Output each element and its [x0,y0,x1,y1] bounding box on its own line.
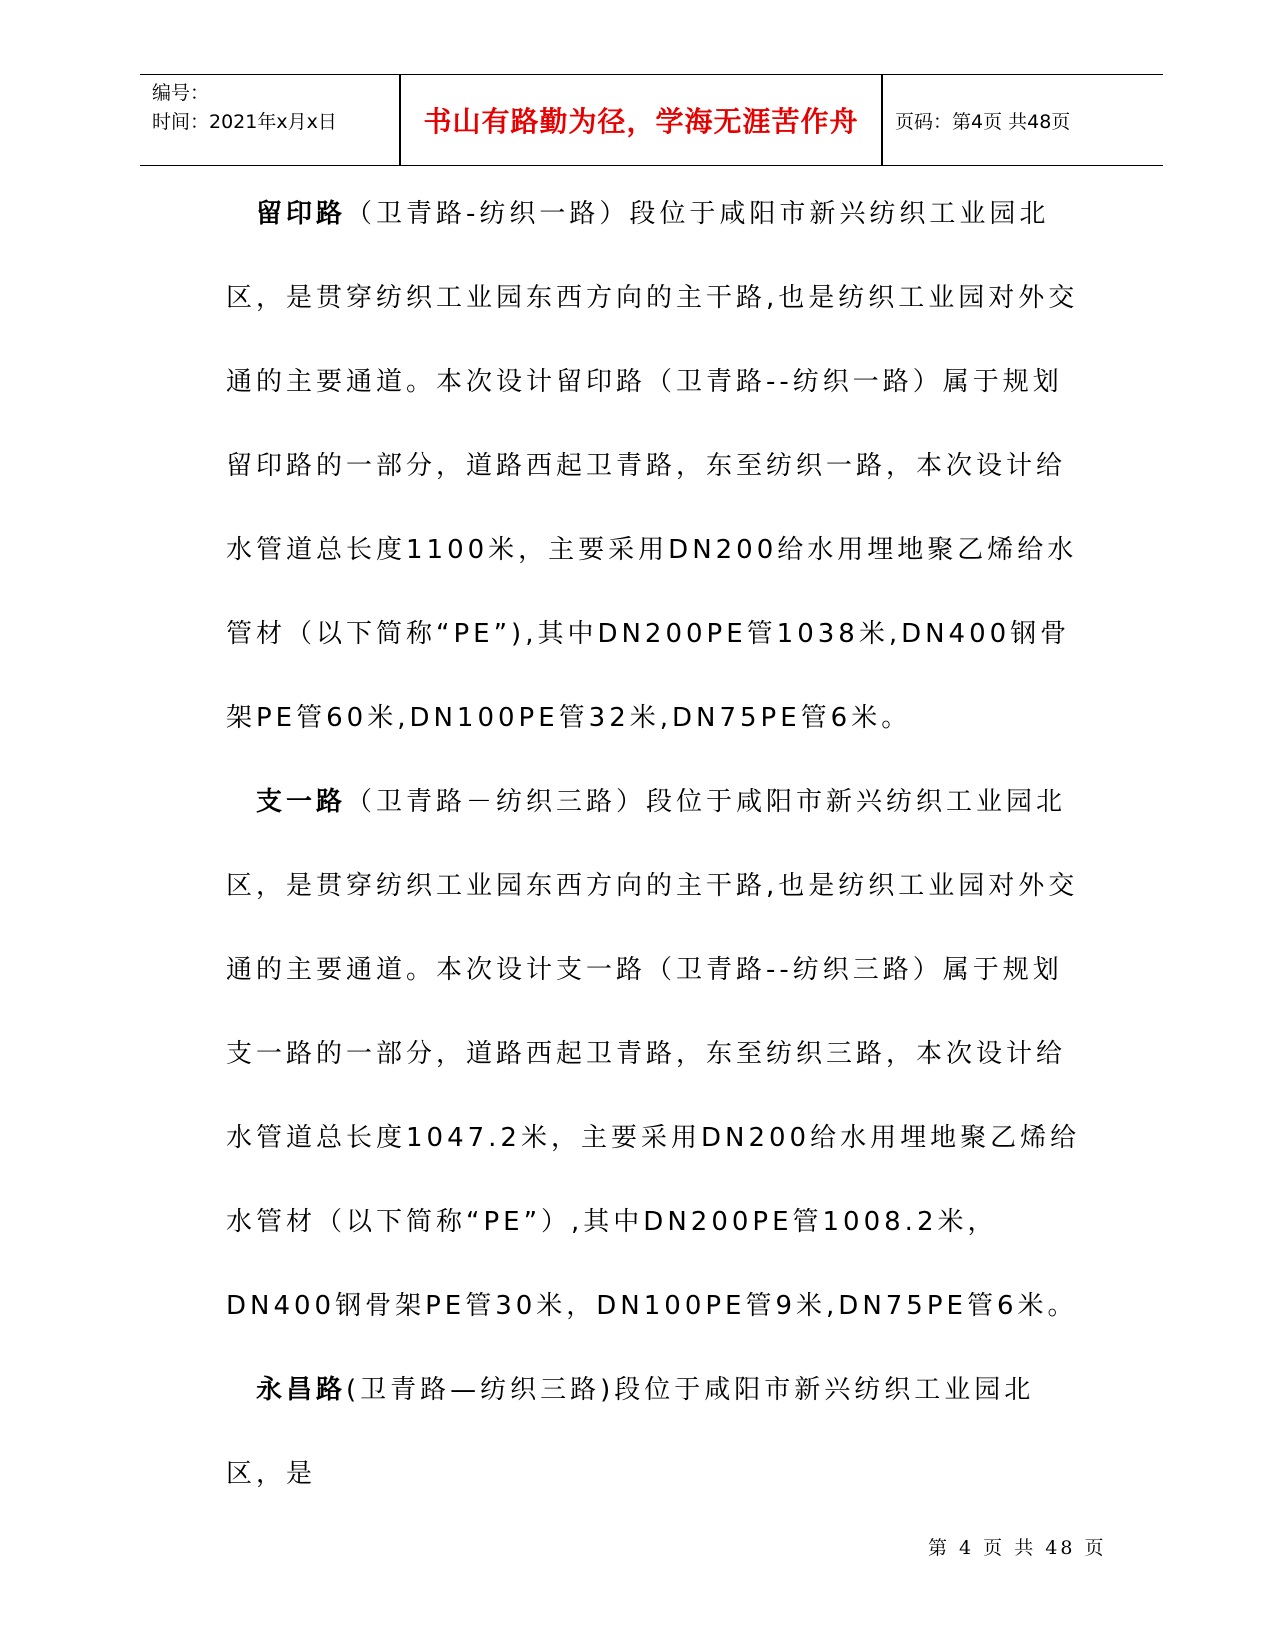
header-page-info: 页码：第4页 共48页 [895,110,1071,133]
document-number-label: 编号： [152,82,210,104]
page-footer: 第 4 页 共 48 页 [928,1537,1107,1559]
paragraph-lead: 留印路 [256,199,347,229]
paragraph-zhiyi-road [226,760,1086,1348]
paragraph-lead: 永昌路 [256,1375,347,1405]
paragraph-text: （卫青路-纺织一路）段位于咸阳市新兴纺织工业园北区，是贯穿纺织工业园东西方向的主干路,也是纺织工业园对外交通的主要通道。本次设计留印路（卫青路--纺织一路）属于规划留印路的一部分，道路西起卫青路，东至纺织一路，本次设计给水管道总长度1100米，主要采用DN200给水用埋地聚乙烯给水管材（以下简称“PE”),其中DN200PE管1038米,DN400钢骨架PE管60米,DN100PE管32米,DN75PE管6米。 [226,199,1079,733]
header-motto: 书山有路勤为径，学海无涯苦作舟 [423,105,859,138]
paragraph-yongchang-road [226,1348,1086,1516]
header-divider [881,75,883,165]
document-time-label: 时间：2021年x月x日 [152,111,337,133]
page-header [140,74,1163,166]
paragraph-text: （卫青路－纺织三路）段位于咸阳市新兴纺织工业园北区，是贯穿纺织工业园东西方向的主干路,也是纺织工业园对外交通的主要通道。本次设计支一路（卫青路--纺织三路）属于规划支一路的一部分，道路西起卫青路，东至纺织三路，本次设计给水管道总长度1047.2米，主要采用DN200给水用埋地聚乙烯给水管材（以下简称“PE”）,其中DN200PE管1008.2米，DN400钢骨架PE管30米，DN100PE管9米,DN75PE管6米。 [226,787,1081,1321]
paragraph-lead: 支一路 [256,787,347,817]
document-body [226,172,1086,1516]
paragraph-text: (卫青路—纺织三路)段位于咸阳市新兴纺织工业园北区，是 [226,1375,1035,1489]
paragraph-liuyin-road [226,172,1086,760]
